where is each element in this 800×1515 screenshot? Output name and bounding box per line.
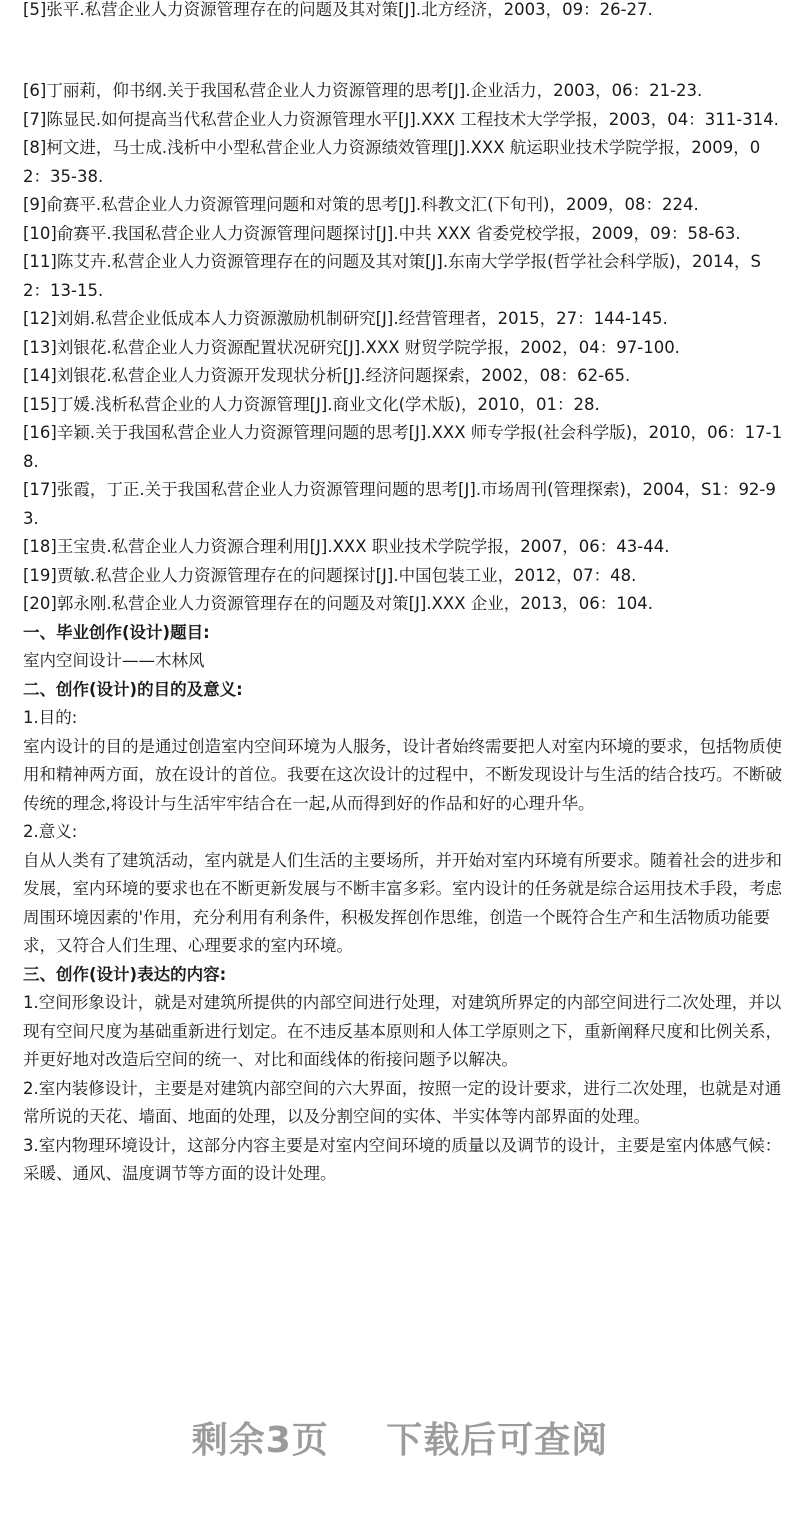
purpose-paragraph: 室内设计的目的是通过创造室内空间环境为人服务，设计者始终需要把人对室内环境的要求，包括物质使用和精神两方面，放在设计的首位。我要在这次设计的过程中，不断发现设计与生活的结合技巧。不断破传统的理念,将设计与生活牢牢结合在一起,从而得到好的作品和好的心理升华。 bbox=[23, 736, 782, 813]
reference-8: [8]柯文进，马士成.浅析中小型私营企业人力资源绩效管理[J].XXX 航运职业技术学院学报，2009，02：35-38. bbox=[23, 138, 761, 186]
meaning-label: 2.意义: bbox=[23, 822, 78, 841]
reference-20: [20]郭永刚.私营企业人力资源管理存在的问题及对策[J].XXX 企业，2013，06：104. bbox=[23, 594, 653, 613]
reference-6: [6]丁丽莉，仰书纲.关于我国私营企业人力资源管理的思考[J].企业活力，2003，06：21-23. bbox=[23, 81, 703, 100]
download-prompt[interactable] bbox=[0, 1412, 800, 1463]
main-content bbox=[23, 77, 783, 1189]
reference-11: [11]陈艾卉.私营企业人力资源管理存在的问题及其对策[J].东南大学学报(哲学社会科学版)，2014，S2：13-15. bbox=[23, 252, 761, 300]
section-1-heading: 一、毕业创作(设计)题目: bbox=[23, 622, 210, 642]
reference-12: [12]刘娟.私营企业低成本人力资源激励机制研究[J].经营管理者，2015，27：144-145. bbox=[23, 309, 668, 328]
section-3-heading: 三、创作(设计)表达的内容: bbox=[23, 964, 227, 984]
reference-13: [13]刘银花.私营企业人力资源配置状况研究[J].XXX 财贸学院学报，2002，04：97-100. bbox=[23, 337, 680, 357]
download-to-view-label: 下载后可查阅 bbox=[386, 1420, 609, 1461]
content-item-1: 1.空间形象设计，就是对建筑所提供的内部空间进行处理，对建筑所界定的内部空间进行二次处理，并以现有空间尺度为基础重新进行划定。在不违反基本原则和人体工学原则之下，重新阐释尺度和比例关系，并更好地对改造后空间的统一、对比和面线体的衔接问题予以解决。 bbox=[23, 993, 782, 1069]
section-1-body: 室内空间设计——木林风 bbox=[23, 651, 205, 670]
remaining-pages-label: 剩余3页 bbox=[191, 1420, 329, 1461]
purpose-label: 1.目的: bbox=[23, 708, 78, 727]
reference-5: [5]张平.私营企业人力资源管理存在的问题及其对策[J].北方经济，2003，09：26-27. bbox=[23, 0, 653, 19]
reference-18: [18]王宝贵.私营企业人力资源合理利用[J].XXX 职业技术学院学报，2007，06：43-44. bbox=[23, 537, 670, 556]
reference-14: [14]刘银花.私营企业人力资源开发现状分析[J].经济问题探索，2002，08：62-65. bbox=[23, 366, 631, 385]
reference-19: [19]贾敏.私营企业人力资源管理存在的问题探讨[J].中国包装工业，2012，07：48. bbox=[23, 565, 637, 585]
reference-7: [7]陈显民.如何提高当代私营企业人力资源管理水平[J].XXX 工程技术大学学报，2003，04：311-314. bbox=[23, 109, 779, 129]
reference-17: [17]张霞，丁正.关于我国私营企业人力资源管理问题的思考[J].市场周刊(管理探索)，2004，S1：92-93. bbox=[23, 480, 776, 528]
content-item-2: 2.室内装修设计，主要是对建筑内部空间的六大界面，按照一定的设计要求，进行二次处理，也就是对通常所说的天花、墙面、地面的处理，以及分割空间的实体、半实体等内部界面的处理。 bbox=[23, 1078, 782, 1126]
reference-16: [16]辛颖.关于我国私营企业人力资源管理问题的思考[J].XXX 师专学报(社会科学版)，2010，06：17-18. bbox=[23, 423, 783, 471]
section-2-heading: 二、创作(设计)的目的及意义: bbox=[23, 679, 243, 699]
reference-9: [9]俞赛平.私营企业人力资源管理问题和对策的思考[J].科教文汇(下旬刊)，2009，08：224. bbox=[23, 195, 699, 214]
content-item-3: 3.室内物理环境设计，这部分内容主要是对室内空间环境的质量以及调节的设计，主要是室内体感气候：采暖、通风、温度调节等方面的设计处理。 bbox=[23, 1135, 782, 1183]
reference-10: [10]俞赛平.我国私营企业人力资源管理问题探讨[J].中共 XXX 省委党校学报，2009，09：58-63. bbox=[23, 223, 741, 243]
meaning-paragraph: 自从人类有了建筑活动，室内就是人们生活的主要场所，并开始对室内环境有所要求。随着社会的进步和发展，室内环境的要求也在不断更新发展与不断丰富多彩。室内设计的任务就是综合运用技术手段，考虑周围环境因素的'作用，充分利用有利条件，积极发挥创作思维，创造一个既符合生产和生活物质功能要求，又符合人们生理、心理要求的室内环境。 bbox=[23, 850, 782, 955]
reference-15: [15]丁媛.浅析私营企业的人力资源管理[J].商业文化(学术版)，2010，01：28. bbox=[23, 394, 600, 414]
